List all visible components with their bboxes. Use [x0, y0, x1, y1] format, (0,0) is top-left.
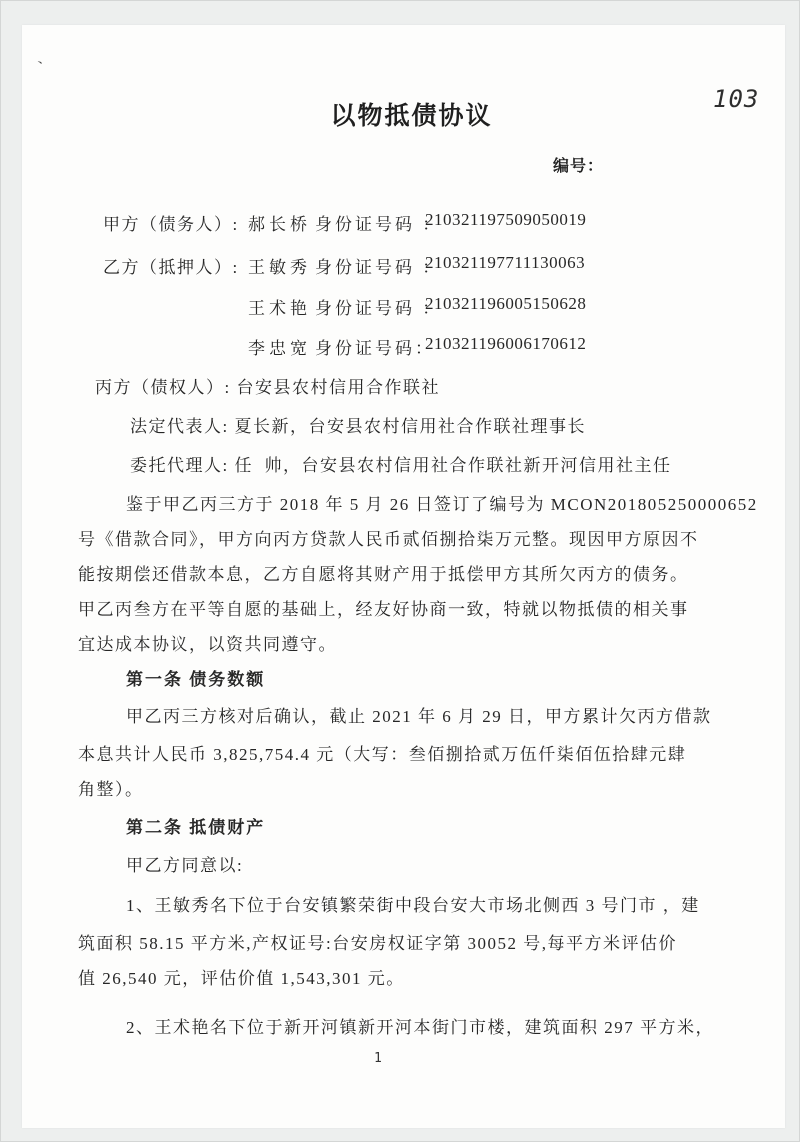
id-card-label: 身份证号码：: [315, 339, 435, 358]
document-page: [22, 25, 785, 1128]
party-name: 王术艳: [248, 299, 311, 318]
id-card-label: 身份证号码 ：: [315, 299, 443, 318]
ref-number-label: 编号：: [553, 158, 605, 175]
body-line: 角整）。: [78, 780, 144, 799]
party-row-b1: [22, 253, 785, 294]
id-card-number: 210321197509050019: [425, 210, 587, 229]
body-line: 筑面积 58.15 平方米,产权证号:台安房权证字第 30052 号,每平方米评估价: [78, 934, 677, 953]
party-name: 郝长桥: [248, 215, 311, 234]
legal-representative-line: 法定代表人: 夏长新，台安县农村信用社合作联社理事长: [130, 417, 586, 436]
id-card-number: 210321197711130063: [425, 253, 586, 272]
body-line: 甲乙方同意以:: [126, 856, 244, 875]
body-line: 值 26,540 元，评估价值 1,543,301 元。: [78, 969, 405, 988]
body-line: 能按期偿还借款本息，乙方自愿将其财产用于抵偿甲方其所欠丙方的债务。: [78, 565, 689, 584]
body-text: [22, 487, 785, 1045]
authorized-agent-line: 委托代理人: 任 帅，台安县农村信用社合作联社新开河信用社主任: [130, 456, 672, 475]
section-heading-1: 第一条 债务数额: [126, 670, 266, 689]
body-line: 本息共计人民币 3,825,754.4 元（大写：叁佰捌拾贰万伍仟柒佰伍拾肆元肆: [78, 745, 687, 764]
parties-section: [22, 210, 785, 368]
body-line: 甲乙丙三方核对后确认，截止 2021 年 6 月 29 日，甲方累计欠丙方借款: [126, 707, 712, 726]
body-line: 号《借款合同》，甲方向丙方贷款人民币贰佰捌拾柒万元整。现因甲方原因不: [78, 530, 699, 549]
party-name: 王敏秀: [248, 258, 311, 277]
party-row-a: [22, 210, 785, 253]
id-card-label: 身份证号码 ：: [315, 215, 443, 234]
document-title: 以物抵债协议: [330, 102, 493, 130]
body-line: 鉴于甲乙丙三方于 2018 年 5 月 26 日签订了编号为 MCON201805250000652: [126, 495, 758, 514]
body-line: 宜达成本协议，以资共同遵守。: [78, 635, 337, 654]
page-corner-number: 103: [713, 85, 760, 113]
party-row-b2: [22, 294, 785, 334]
party-label: 甲方（债务人）:: [103, 215, 239, 234]
id-card-number: 210321196005150628: [425, 294, 587, 313]
stray-pen-mark: 、: [34, 48, 52, 67]
party-name: 李忠宽: [248, 339, 311, 358]
body-line: 2、王术艳名下位于新开河镇新开河本街门市楼，建筑面积 297 平方米，: [126, 1018, 714, 1037]
id-card-number: 210321196006170612: [425, 334, 587, 353]
party-row-b3: [22, 334, 785, 368]
body-line: 1、王敏秀名下位于台安镇繁荣街中段台安大市场北侧西 3 号门市 ，建: [126, 896, 700, 915]
body-line: 甲乙丙叁方在平等自愿的基础上，经友好协商一致，特就以物抵债的相关事: [78, 600, 689, 619]
page-footer-number: 1: [374, 1051, 382, 1066]
party-c-line: 丙方（债权人）: 台安县农村信用合作联社: [95, 378, 440, 397]
section-heading-2: 第二条 抵债财产: [126, 818, 266, 837]
party-label: 乙方（抵押人）:: [103, 258, 239, 277]
id-card-label: 身份证号码 ：: [315, 258, 443, 277]
